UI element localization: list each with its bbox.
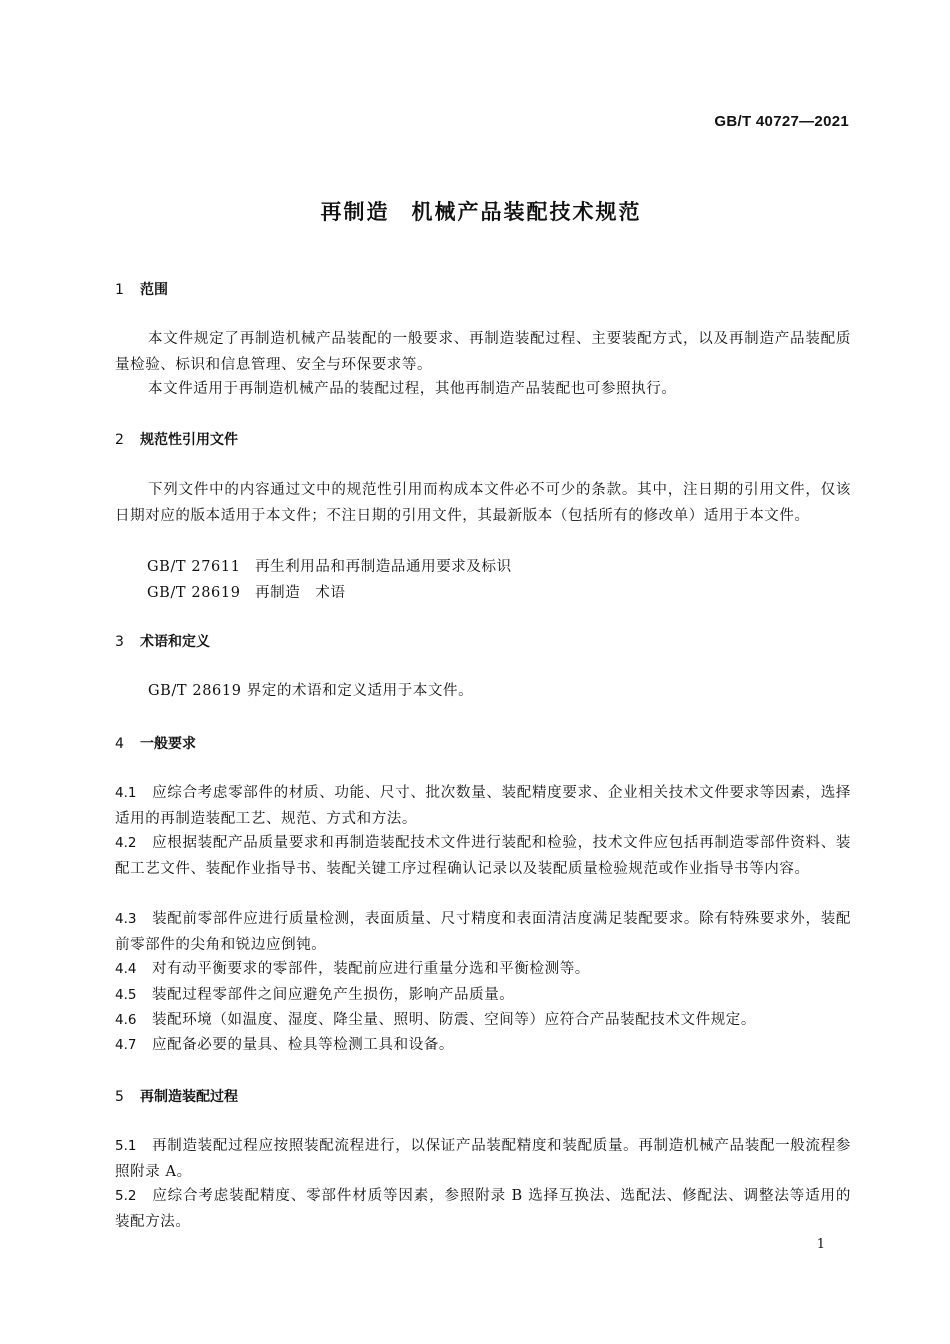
clause-text: 再制造装配过程应按照装配流程进行，以保证产品装配精度和装配质量。再制造机械产品装配一般流程参照附录 A。	[115, 1138, 851, 1180]
clause-4-2	[115, 830, 851, 882]
section-heading-1	[115, 279, 168, 299]
section-title: 再制造装配过程	[140, 1089, 238, 1105]
clause-number: 4.7	[115, 1037, 137, 1053]
section-heading-4	[115, 733, 196, 753]
section-number: 1	[115, 282, 124, 298]
section-number: 3	[115, 634, 124, 650]
clause-4-6	[115, 1007, 851, 1033]
clause-text: 对有动平衡要求的零部件，装配前应进行重量分选和平衡检测等。	[152, 961, 590, 977]
section-title: 范围	[140, 282, 168, 298]
clause-number: 4.4	[115, 961, 137, 977]
clause-4-3	[115, 906, 851, 958]
section-title: 一般要求	[140, 736, 196, 752]
clause-5-2	[115, 1183, 851, 1235]
clause-text: 装配过程零部件之间应避免产生损伤，影响产品质量。	[152, 987, 515, 1003]
section-title: 术语和定义	[140, 634, 210, 650]
reference-code: GB/T 27611	[147, 559, 241, 575]
clause-text: 应综合考虑装配精度、零部件材质等因素，参照附录 B 选择互换法、选配法、修配法、调整法等适用的装配方法。	[115, 1188, 851, 1230]
section-heading-2	[115, 429, 238, 449]
title-part1: 再制造	[320, 200, 390, 224]
reference-item	[147, 555, 512, 576]
clause-number: 4.6	[115, 1012, 137, 1028]
clause-5-1	[115, 1133, 851, 1185]
clause-number: 4.3	[115, 911, 137, 927]
title-part2: 机械产品装配技术规范	[411, 200, 642, 224]
clause-4-5	[115, 982, 851, 1008]
clause-number: 5.2	[115, 1188, 137, 1204]
clause-4-4	[115, 956, 851, 982]
standard-number: GB/T 40727—2021	[714, 113, 849, 130]
section-number: 4	[115, 736, 124, 752]
page-number: 1	[816, 1237, 825, 1252]
clause-text: 应综合考虑零部件的材质、功能、尺寸、批次数量、装配精度要求、企业相关技术文件要求等因素，选择适用的再制造装配工艺、规范、方式和方法。	[115, 785, 851, 827]
clause-text: 应根据装配产品质量要求和再制造装配技术文件进行装配和检验，技术文件应包括再制造零部件资料、装配工艺文件、装配作业指导书、装配关键工序过程确认记录以及装配质量检验规范或作业指导书等内容。	[115, 835, 851, 877]
document-title	[0, 196, 950, 226]
paragraph: 下列文件中的内容通过文中的规范性引用而构成本文件必不可少的条款。其中，注日期的引用文件，仅该日期对应的版本适用于本文件；不注日期的引用文件，其最新版本（包括所有的修改单）适用于本文件。	[115, 482, 851, 524]
section-heading-3	[115, 631, 210, 651]
clause-number: 4.2	[115, 835, 137, 851]
clause-number: 5.1	[115, 1138, 137, 1154]
reference-code: GB/T 28619	[147, 585, 241, 601]
clause-4-1	[115, 780, 851, 832]
clause-text: 装配前零部件应进行质量检测，表面质量、尺寸精度和表面清洁度满足装配要求。除有特殊要求外，装配前零部件的尖角和锐边应倒钝。	[115, 911, 851, 953]
paragraph: GB/T 28619 界定的术语和定义适用于本文件。	[148, 683, 474, 699]
clause-number: 4.1	[115, 785, 137, 801]
section-title: 规范性引用文件	[140, 432, 238, 448]
clause-text: 装配环境（如温度、湿度、降尘量、照明、防震、空间等）应符合产品装配技术文件规定。	[152, 1012, 756, 1028]
reference-title: 再生利用品和再制造品通用要求及标识	[255, 559, 512, 575]
reference-item	[147, 581, 346, 602]
reference-title: 再制造 术语	[255, 585, 346, 601]
section-heading-5	[115, 1086, 238, 1106]
clause-number: 4.5	[115, 987, 137, 1003]
paragraph: 本文件规定了再制造机械产品装配的一般要求、再制造装配过程、主要装配方式，以及再制造产品装配质量检验、标识和信息管理、安全与环保要求等。	[115, 331, 851, 373]
section-number: 5	[115, 1089, 124, 1105]
section-number: 2	[115, 432, 124, 448]
clause-4-7	[115, 1032, 851, 1058]
clause-text: 应配备必要的量具、检具等检测工具和设备。	[152, 1037, 454, 1053]
paragraph: 本文件适用于再制造机械产品的装配过程，其他再制造产品装配也可参照执行。	[148, 381, 677, 397]
